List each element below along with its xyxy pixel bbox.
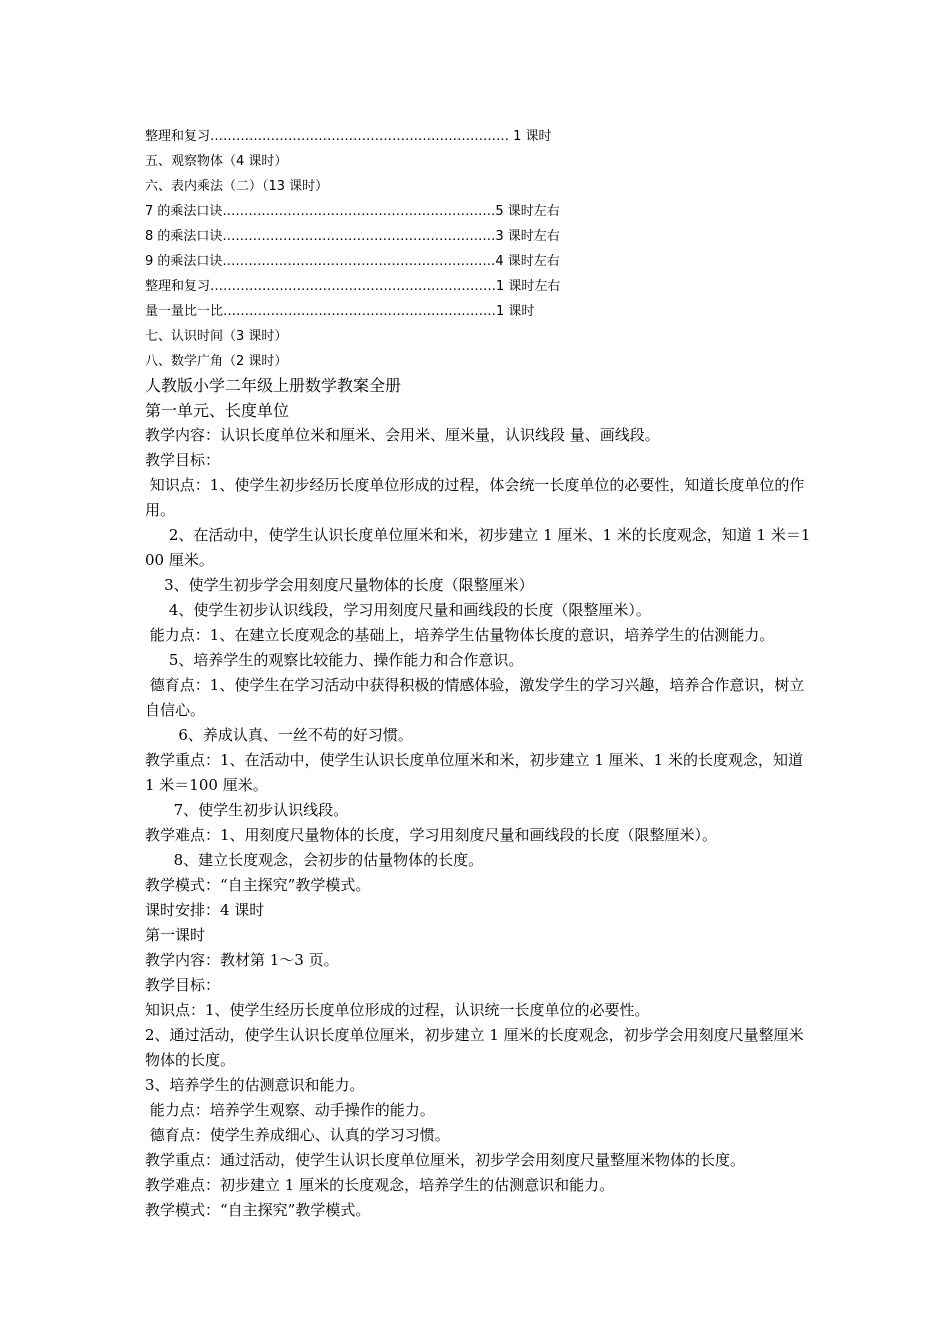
toc-entry: 五、观察物体（4 课时） xyxy=(145,154,288,169)
unit-title: 第一单元、长度单位 xyxy=(145,401,290,420)
toc-entry: 9 的乘法口诀………………………………………………………4 课时左右 xyxy=(145,254,560,269)
paragraph: 3、使学生初步学会用刻度尺量物体的长度（限整厘米） xyxy=(145,576,534,594)
toc-entry: 8 的乘法口诀………………………………………………………3 课时左右 xyxy=(145,229,560,244)
paragraph: 2、通过活动，使学生认识长度单位厘米，初步建立 1 厘米的长度观念，初步学会用刻度尺量整厘米物体的长度。 xyxy=(145,1026,804,1069)
paragraph: 能力点：培养学生观察、动手操作的能力。 xyxy=(145,1101,435,1119)
paragraph: 知识点：1、使学生经历长度单位形成的过程，认识统一长度单位的必要性。 xyxy=(145,1001,650,1019)
paragraph: 8、建立长度观念，会初步的估量物体的长度。 xyxy=(145,851,484,869)
paragraph: 教学目标： xyxy=(145,451,221,469)
paragraph: 教学重点：通过活动，使学生认识长度单位厘米，初步学会用刻度尺量整厘米物体的长度。 xyxy=(145,1151,746,1169)
paragraph: 德育点：使学生养成细心、认真的学习习惯。 xyxy=(145,1126,450,1144)
paragraph: 教学目标： xyxy=(145,976,221,994)
document-body xyxy=(145,373,815,1223)
paragraph: 教学模式：“自主探究”教学模式。 xyxy=(145,876,371,894)
paragraph: 教学重点：1、在活动中，使学生认识长度单位厘米和米，初步建立 1 厘米、1 米的长度观念，知道 1 米＝100 厘米。 xyxy=(145,751,808,794)
document-title: 人教版小学二年级上册数学教案全册 xyxy=(145,376,402,395)
paragraph: 3、培养学生的估测意识和能力。 xyxy=(145,1076,365,1094)
toc-entry: 七、认识时间（3 课时） xyxy=(145,329,288,344)
paragraph: 6、养成认真、一丝不苟的好习惯。 xyxy=(145,726,413,744)
paragraph: 德育点：1、使学生在学习活动中获得积极的情感体验，激发学生的学习兴趣，培养合作意识，树立自信心。 xyxy=(145,676,805,719)
paragraph: 教学内容：认识长度单位米和厘米、会用米、厘米量，认识线段 量、画线段。 xyxy=(145,426,660,444)
paragraph: 2、在活动中，使学生认识长度单位厘米和米，初步建立 1 厘米、1 米的长度观念，知道 1 米＝100 厘米。 xyxy=(145,526,811,569)
paragraph: 教学模式：“自主探究”教学模式。 xyxy=(145,1201,371,1219)
toc-entry: 整理和复习…………………………………………………………1 课时左右 xyxy=(145,279,561,294)
toc-entry: 7 的乘法口诀………………………………………………………5 课时左右 xyxy=(145,204,560,219)
paragraph: 教学难点：1、用刻度尺量物体的长度，学习用刻度尺量和画线段的长度（限整厘米）。 xyxy=(145,826,718,844)
paragraph: 能力点：1、在建立长度观念的基础上，培养学生估量物体长度的意识，培养学生的估测能力。 xyxy=(145,626,775,644)
paragraph: 4、使学生初步认识线段，学习用刻度尺量和画线段的长度（限整厘米）。 xyxy=(145,601,651,619)
paragraph: 教学内容：教材第 1～3 页。 xyxy=(145,951,339,969)
table-of-contents xyxy=(145,124,845,374)
toc-entry: 整理和复习…………………………………………………………… 1 课时 xyxy=(145,129,552,144)
paragraph: 第一课时 xyxy=(145,926,206,944)
toc-entry: 六、表内乘法（二）（13 课时） xyxy=(145,179,329,194)
toc-entry: 八、数学广角（2 课时） xyxy=(145,354,288,369)
toc-entry: 量一量比一比………………………………………………………1 课时 xyxy=(145,304,535,319)
paragraph: 教学难点：初步建立 1 厘米的长度观念，培养学生的估测意识和能力。 xyxy=(145,1176,615,1194)
paragraph: 知识点：1、使学生初步经历长度单位形成的过程，体会统一长度单位的必要性，知道长度单位的作用。 xyxy=(145,476,805,519)
paragraph: 5、培养学生的观察比较能力、操作能力和合作意识。 xyxy=(145,651,524,669)
paragraph: 7、使学生初步认识线段。 xyxy=(145,801,349,819)
paragraph: 课时安排：4 课时 xyxy=(145,901,265,919)
